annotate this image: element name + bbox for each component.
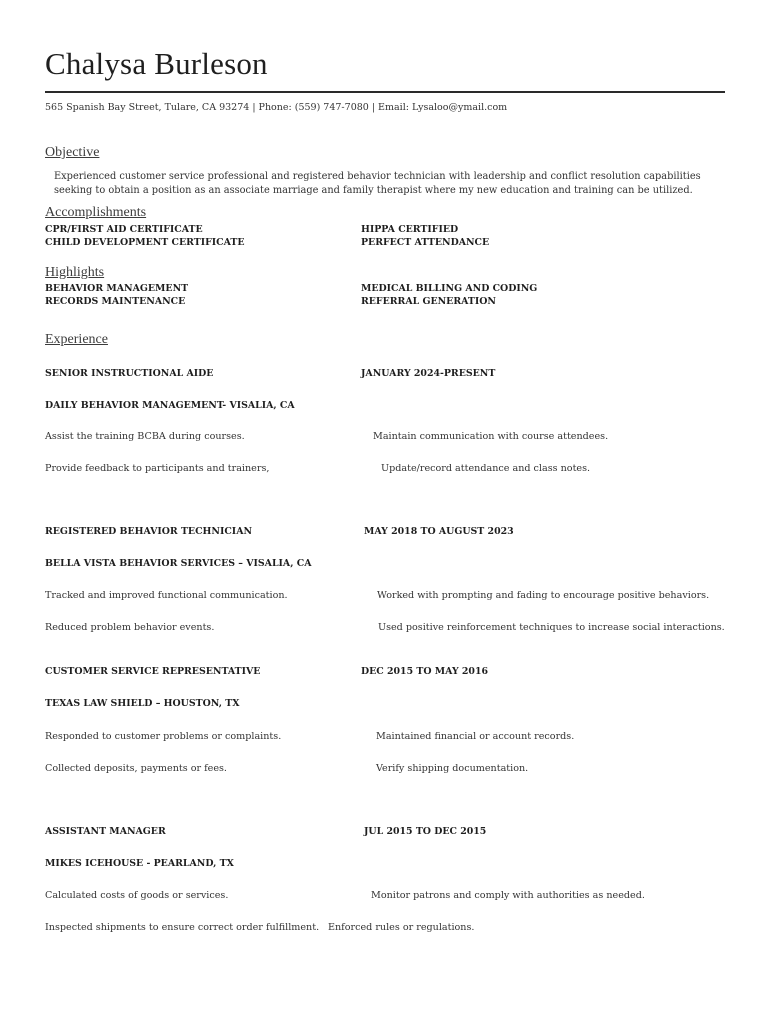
job-duty: Update/record attendance and class notes. [381, 463, 591, 474]
experience-heading: Experience [45, 332, 108, 347]
job-duty: Maintained financial or account records. [376, 731, 575, 742]
job-duty: Provide feedback to participants and trainers, [45, 463, 270, 474]
job-dates: DEC 2015 TO MAY 2016 [361, 666, 488, 677]
job-employer: MIKES ICEHOUSE - PEARLAND, TX [45, 858, 234, 869]
job-dates: JUL 2015 TO DEC 2015 [364, 826, 487, 837]
accomplishment-item: CPR/FIRST AID CERTIFICATE [45, 224, 203, 235]
highlights-heading: Highlights [45, 265, 105, 280]
accomplishments-heading: Accomplishments [45, 205, 147, 220]
job-title: REGISTERED BEHAVIOR TECHNICIAN [45, 526, 253, 537]
job-duty: Worked with prompting and fading to encourage positive behaviors. [377, 590, 710, 601]
job-title: SENIOR INSTRUCTIONAL AIDE [45, 368, 214, 379]
job-duty: Tracked and improved functional communication. [45, 590, 288, 601]
highlight-item: BEHAVIOR MANAGEMENT [45, 283, 189, 294]
job-duty: Inspected shipments to ensure correct order fulfillment. [45, 922, 320, 933]
objective-text: Experienced customer service professional and registered behavior technician with leadership and conflict resolution capabilities seeking to obtain a position as an associate marriage and family therapist where my new education and training can be utilized. [54, 171, 701, 196]
header-divider [45, 91, 725, 93]
job-dates: JANUARY 2024-PRESENT [361, 368, 496, 379]
job-duty: Collected deposits, payments or fees. [45, 763, 227, 774]
candidate-name: Chalysa Burleson [45, 46, 268, 81]
job-title: CUSTOMER SERVICE REPRESENTATIVE [45, 666, 261, 677]
job-title: ASSISTANT MANAGER [45, 826, 166, 837]
job-duty: Reduced problem behavior events. [45, 622, 215, 633]
job-employer: BELLA VISTA BEHAVIOR SERVICES – VISALIA, CA [45, 558, 312, 569]
highlight-item: RECORDS MAINTENANCE [45, 296, 186, 307]
job-duty: Enforced rules or regulations. [328, 922, 475, 933]
contact-line: 565 Spanish Bay Street, Tulare, CA 93274 | Phone: (559) 747-7080 | Email: Lysaloo@ymail.com [45, 102, 508, 113]
highlight-item: REFERRAL GENERATION [361, 296, 496, 307]
accomplishment-item: CHILD DEVELOPMENT CERTIFICATE [45, 237, 245, 248]
job-duty: Calculated costs of goods or services. [45, 890, 229, 901]
job-duty: Assist the training BCBA during courses. [45, 431, 245, 442]
job-employer: TEXAS LAW SHIELD – HOUSTON, TX [45, 698, 240, 709]
job-duty: Maintain communication with course attendees. [373, 431, 609, 442]
job-dates: MAY 2018 TO AUGUST 2023 [364, 526, 514, 537]
highlight-item: MEDICAL BILLING AND CODING [361, 283, 538, 294]
job-duty: Responded to customer problems or complaints. [45, 731, 282, 742]
accomplishment-item: PERFECT ATTENDANCE [361, 237, 490, 248]
accomplishment-item: HIPPA CERTIFIED [361, 224, 459, 235]
job-duty: Verify shipping documentation. [376, 763, 529, 774]
job-duty: Monitor patrons and comply with authorities as needed. [371, 890, 645, 901]
job-duty: Used positive reinforcement techniques to increase social interactions. [378, 622, 725, 633]
job-employer: DAILY BEHAVIOR MANAGEMENT- VISALIA, CA [45, 400, 295, 411]
objective-heading: Objective [45, 145, 100, 160]
